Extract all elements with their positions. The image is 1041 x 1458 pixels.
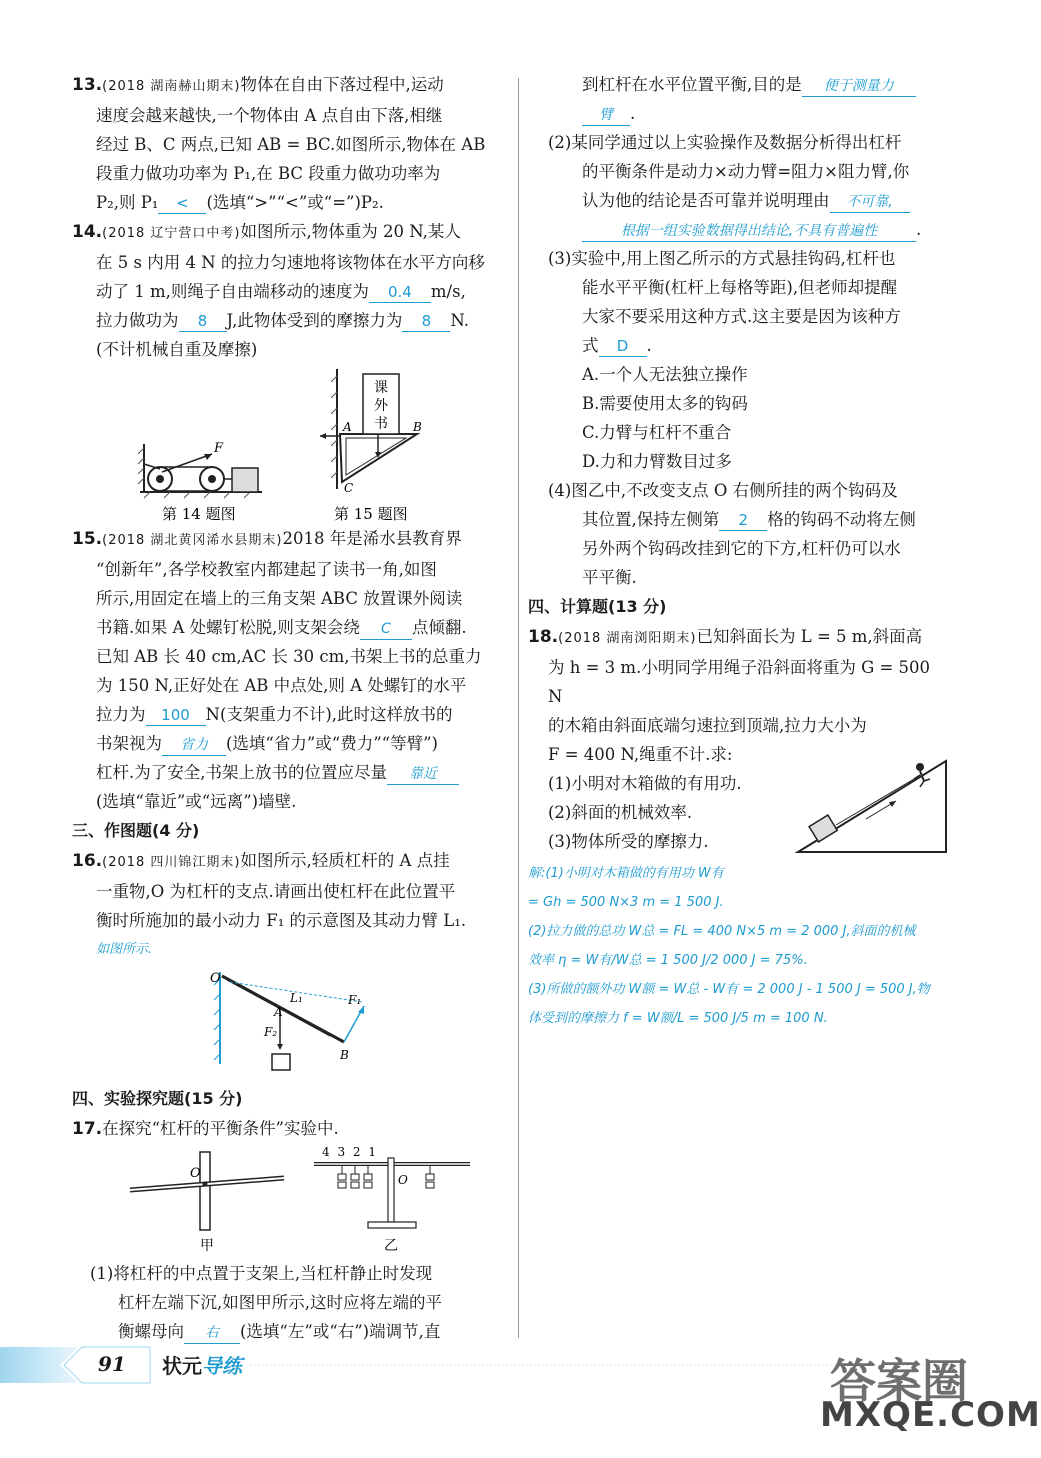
question-14	[72, 217, 502, 524]
fig15-label-c: C	[344, 481, 354, 495]
section-calculation: 四、计算题(13 分)	[528, 597, 667, 616]
q14-text: 如图所示,物体重为 20 N,某人	[240, 222, 461, 241]
q17-text: 其位置,保持左侧第	[582, 510, 720, 529]
q17-text: 式	[582, 336, 599, 355]
q13-text: 速度会越来越快,一个物体由 A 点自由下落,相继	[96, 106, 443, 125]
question-18	[528, 622, 948, 1033]
question-16	[72, 846, 502, 1084]
q15-text: 杠杆.为了安全,书架上放书的位置应尽量	[96, 763, 387, 782]
q16-text: 一重物,O 为杠杆的支点.请画出使杠杆在此位置平	[96, 882, 456, 901]
q15-text: 书架视为	[96, 734, 162, 753]
q15-text: (选填“靠近”或“远离”)墙壁.	[96, 792, 297, 811]
question-13	[72, 70, 502, 217]
q17-answer-position: 2	[719, 510, 767, 531]
q18-solution-3: (2)拉力做的总功 W总 = FL = 400 N×5 m = 2 000 J,斜面的机械	[528, 924, 916, 939]
q18-sub-3: (3)物体所受的摩擦力.	[548, 832, 709, 851]
q13-text: 段重力做功功率为 P₁,在 BC 段重力做功功率为	[96, 164, 441, 183]
fig16-label-f2: F₂	[264, 1025, 278, 1039]
fig17-jia-caption: 甲	[200, 1238, 214, 1254]
figure-14	[138, 441, 262, 523]
q13-text: 物体在自由下落过程中,运动	[240, 75, 444, 94]
q13-source: (2018 湖南赫山期末)	[102, 79, 241, 94]
q14-text: (不计机械自重及摩擦)	[96, 340, 258, 359]
q17-text: 格的钩码不动将左侧	[767, 510, 916, 529]
q16-text: 衡时所施加的最小动力 F₁ 的示意图及其动力臂 L₁.	[96, 911, 467, 930]
q15-text: 点倾翻.	[411, 618, 467, 637]
option-d: D.力和力臂数目过多	[582, 452, 732, 471]
brand-text-2: 导练	[202, 1354, 242, 1378]
right-column	[528, 70, 948, 1033]
q15-text: N(支架重力不计),此时这样放书的	[205, 705, 453, 724]
q17-text: 衡螺母向	[118, 1322, 184, 1341]
fig15-label-b: B	[413, 420, 422, 434]
book-char-2: 外	[374, 398, 388, 414]
q17-text: (3)实验中,用上图乙所示的方式悬挂钩码,杠杆也	[548, 249, 896, 268]
q14-answer-speed: 0.4	[369, 282, 431, 303]
q17-answer-purpose-cont: 臂	[582, 105, 630, 126]
q16-text: 如图所示,轻质杠杆的 A 点挂	[240, 851, 450, 870]
q14-text: 拉力做功为	[96, 311, 179, 330]
q18-solution-6: 体受到的摩擦力 f = W额/L = 500 J/5 m = 100 N.	[528, 1011, 828, 1026]
q17-text: 到杠杆在水平位置平衡,目的是	[582, 75, 802, 94]
q13-text: (选填“>”“<”或“=”)P₂.	[206, 193, 384, 212]
book-char-3: 书	[374, 416, 388, 432]
q15-answer-position: 靠近	[387, 764, 459, 785]
figure-17	[72, 1144, 502, 1259]
fig15-caption: 第 15 题图	[334, 505, 408, 523]
q14-text: J,此物体受到的摩擦力为	[226, 311, 403, 330]
q14-text: N.	[450, 311, 470, 330]
q17-text: (4)图乙中,不改变支点 O 右侧所挂的两个钩码及	[548, 481, 898, 500]
column-divider	[518, 78, 519, 1338]
q18-solution-4: 效率 η = W有/W总 = 1 500 J/2 000 J = 75%.	[528, 953, 808, 968]
fig17-yi-caption: 乙	[384, 1238, 398, 1254]
q17-text: 的平衡条件是动力×动力臂=阻力×阻力臂,你	[582, 162, 910, 181]
q17-text: (2)某同学通过以上实验操作及数据分析得出杠杆	[548, 133, 902, 152]
q17-answer-reliability: 不可靠,	[830, 192, 910, 213]
fig15-label-a: A	[343, 420, 352, 434]
fig17-jia-label-o: O	[190, 1166, 201, 1181]
section-drawing: 三、作图题(4 分)	[72, 821, 200, 840]
q18-source: (2018 湖南浏阳期末)	[558, 631, 697, 646]
fig16-label-f1: F₁	[348, 993, 362, 1007]
q17-number: 17.	[72, 1119, 103, 1139]
q17-answer-choice: D	[599, 336, 647, 357]
q17-answer-reason: 根据一组实验数据得出结论,不具有普遍性	[582, 221, 916, 242]
q14-text: 动了 1 m,则绳子自由端移动的速度为	[96, 282, 369, 301]
q17-text: 另外两个钩码改挂到它的下方,杠杆仍可以水	[582, 539, 901, 558]
q15-text: 拉力为	[96, 705, 146, 724]
q17-text: 在探究“杠杆的平衡条件”实验中.	[102, 1119, 339, 1138]
fig17-yi-label-o: O	[398, 1173, 408, 1187]
fig16-label-a: A	[274, 1005, 283, 1019]
q17-text: 能水平平衡(杠杆上每格等距),但老师却提醒	[582, 278, 898, 297]
q17-text: 平平衡.	[582, 568, 637, 587]
q13-number: 13.	[72, 75, 103, 95]
q17-text: .	[630, 104, 636, 123]
q18-solution-5: (3)所做的额外功 W额 = W总 - W有 = 2 000 J - 1 500 J = 500 J,物	[528, 982, 930, 997]
q17-text: 大家不要采用这种方式.这主要是因为该种方	[582, 307, 901, 326]
brand-logo	[162, 1350, 242, 1379]
page-number: 91	[98, 1352, 126, 1376]
q15-text: “创新年”,各学校教室内都建起了读书一角,如图	[96, 560, 437, 579]
q17-text: 杠杆左端下沉,如图甲所示,这时应将左端的平	[118, 1293, 442, 1312]
q16-answer: 如图所示.	[96, 942, 153, 957]
watermark-url: MXQE.COM	[820, 1395, 1041, 1435]
q18-sub-2: (2)斜面的机械效率.	[548, 803, 693, 822]
q17-text: 认为他的结论是否可靠并说明理由	[582, 191, 830, 210]
q18-text: 的木箱由斜面底端匀速拉到顶端,拉力大小为	[548, 716, 867, 735]
q17-text: (1)将杠杆的中点置于支架上,当杠杆静止时发现	[90, 1264, 433, 1283]
option-b: B.需要使用太多的钩码	[582, 394, 748, 413]
fig14-force-label: F	[214, 441, 224, 456]
option-a: A.一个人无法独立操作	[582, 365, 748, 384]
option-c: C.力臂与杠杆不重合	[582, 423, 732, 442]
question-15	[72, 524, 502, 816]
left-column	[72, 70, 502, 1346]
section-experiment: 四、实验探究题(15 分)	[72, 1089, 243, 1108]
q15-text: 为 150 N,正好处在 AB 中点处,则 A 处螺钉的水平	[96, 676, 467, 695]
question-17-part2	[548, 70, 948, 592]
fig14-caption: 第 14 题图	[162, 505, 236, 523]
q15-text: 所示,用固定在墙上的三角支架 ABC 放置课外阅读	[96, 589, 463, 608]
q13-answer: <	[158, 193, 206, 214]
q16-source: (2018 四川锦江期末)	[102, 855, 241, 870]
q18-solution-1: 解:(1)小明对木箱做的有用功 W有	[528, 866, 724, 881]
figure-17-jia	[130, 1152, 284, 1254]
q15-source: (2018 湖北黄冈浠水县期末)	[102, 533, 283, 548]
q13-text: P₂,则 P₁	[96, 193, 159, 212]
q14-text: 在 5 s 内用 4 N 的拉力匀速地将该物体在水平方向移	[96, 253, 485, 272]
q13-text: 经过 B、C 两点,已知 AB = BC.如图所示,物体在 AB	[96, 135, 486, 154]
q17-text: .	[916, 220, 922, 239]
fig17-tick-labels: 4 3 2 1	[322, 1145, 378, 1159]
brand-text-1: 状元	[162, 1354, 202, 1378]
q15-answer-type: 省力	[162, 735, 226, 756]
q15-text: (选填“省力”或“费力”“等臂”)	[226, 734, 438, 753]
figure-17-yi	[314, 1145, 470, 1254]
fig16-label-o: O	[210, 971, 221, 986]
q18-solution-2: = Gh = 500 N×3 m = 1 500 J.	[528, 895, 724, 910]
q18-text: 为 h = 3 m.小明同学用绳子沿斜面将重为 G = 500 N	[548, 658, 931, 706]
q17-text: (选填“左”或“右”)端调节,直	[240, 1322, 441, 1341]
q15-answer-pivot: C	[360, 619, 412, 640]
q14-source: (2018 辽宁营口中考)	[102, 226, 241, 241]
figure-15	[320, 369, 422, 523]
q15-answer-force: 100	[146, 705, 206, 726]
figures-14-15	[72, 364, 502, 524]
watermark-logo: 答案圈	[830, 1354, 968, 1408]
q18-text: F = 400 N,绳重不计.求:	[548, 745, 733, 764]
q16-number: 16.	[72, 851, 103, 871]
q18-text: 已知斜面长为 L = 5 m,斜面高	[696, 627, 923, 646]
q18-number: 18.	[528, 627, 559, 647]
fig16-label-l1: L₁	[290, 991, 303, 1005]
q17-text: .	[646, 336, 652, 355]
book-char-1: 课	[374, 380, 388, 396]
q17-answer-direction: 右	[184, 1323, 240, 1344]
question-17-part1	[72, 1114, 502, 1346]
q14-text: m/s,	[430, 282, 466, 301]
q14-answer-friction: 8	[402, 311, 450, 332]
fig16-label-b: B	[340, 1048, 349, 1062]
q17-answer-purpose: 便于测量力	[802, 76, 916, 97]
q15-text: 书籍.如果 A 处螺钉松脱,则支架会绕	[96, 618, 360, 637]
q18-sub-1: (1)小明对木箱做的有用功.	[548, 774, 742, 793]
q15-number: 15.	[72, 529, 103, 549]
figure-18-incline	[796, 757, 951, 857]
q14-answer-work: 8	[179, 311, 227, 332]
figure-16	[72, 964, 502, 1084]
q15-text: 已知 AB 长 40 cm,AC 长 30 cm,书架上书的总重力	[96, 647, 482, 666]
q15-text: 2018 年是浠水县教育界	[282, 529, 462, 548]
q14-number: 14.	[72, 222, 103, 242]
